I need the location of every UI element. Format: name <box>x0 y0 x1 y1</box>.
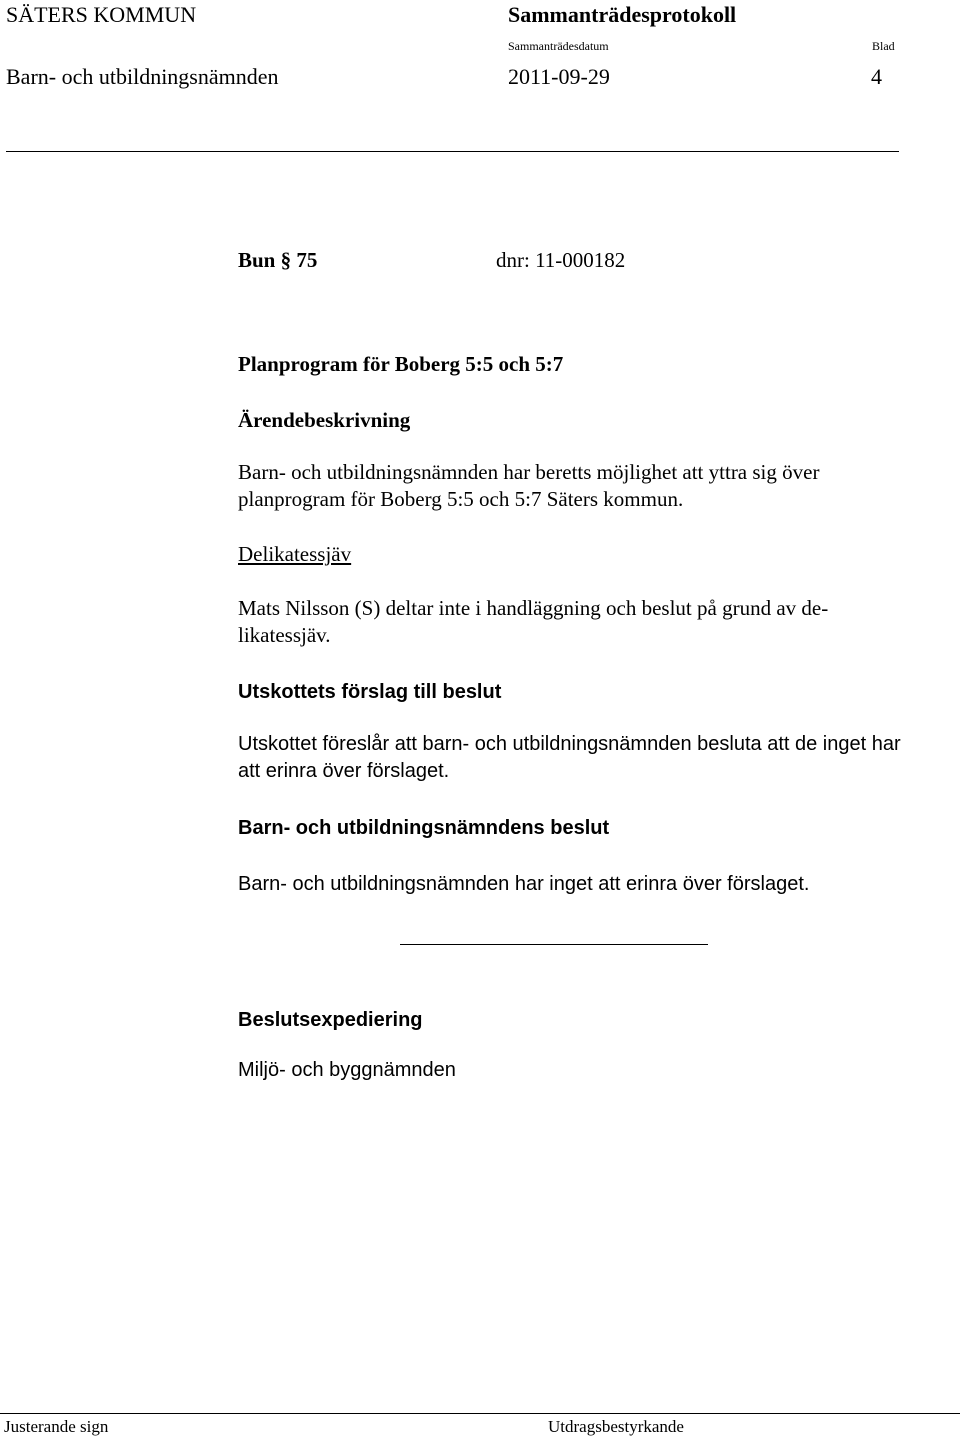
section-sign: § <box>280 248 292 272</box>
case-number: dnr: 11-000182 <box>496 248 626 272</box>
description-heading: Ärendebeskrivning <box>238 408 411 432</box>
meeting-date: 2011-09-29 <box>508 64 610 89</box>
organization-name: SÄTERS KOMMUN <box>6 2 197 27</box>
extract-verification-label: Utdragsbestyrkande <box>548 1417 684 1436</box>
section-divider <box>400 944 708 945</box>
document-type: Sammanträdesprotokoll <box>508 2 737 27</box>
proposal-heading: Utskottets förslag till beslut <box>238 681 502 703</box>
disqualification-text: Mats Nilsson (S) deltar inte i handläggning och beslut på grund av de-likatessjäv. <box>238 596 829 647</box>
proposal-text: Utskottet föreslår att barn- och utbildningsnämnden besluta att de inget har att erinra över förslaget. <box>238 733 901 782</box>
paragraph-number: 75 <box>296 248 318 272</box>
dispatch-recipient: Miljö- och byggnämnden <box>238 1059 456 1081</box>
committee-name: Barn- och utbildningsnämnden <box>6 64 279 89</box>
paragraph-ref <box>238 247 317 274</box>
decision-text: Barn- och utbildningsnämnden har inget att erinra över förslaget. <box>238 873 810 895</box>
description-text: Barn- och utbildningsnämnden har beretts möjlighet att yttra sig över planprogram för Boberg 5:5 och 5:7 Säters kommun. <box>238 460 820 511</box>
date-label: Sammanträdesdatum <box>508 39 609 53</box>
decision-heading: Barn- och utbildningsnämndens beslut <box>238 817 610 839</box>
footer-rule <box>0 1413 960 1414</box>
disqualification-heading: Delikatessjäv <box>238 542 352 566</box>
dispatch-heading: Beslutsexpediering <box>238 1009 423 1031</box>
paragraph-id: Bun <box>238 248 276 272</box>
page-label: Blad <box>872 39 895 53</box>
adjuster-signature-label: Justerande sign <box>4 1417 109 1436</box>
header-rule <box>6 151 899 152</box>
page-number: 4 <box>871 64 882 89</box>
case-title: Planprogram för Boberg 5:5 och 5:7 <box>238 352 564 376</box>
